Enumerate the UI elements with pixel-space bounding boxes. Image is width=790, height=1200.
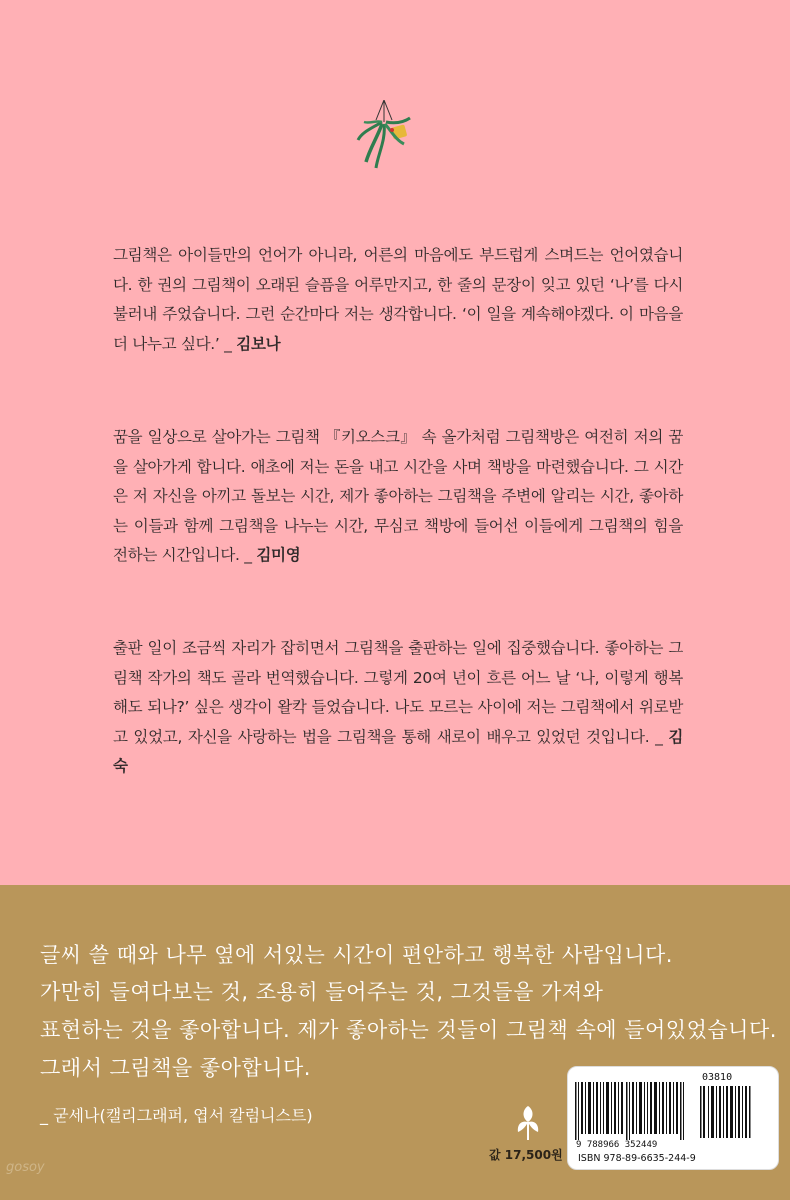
barcode-number: 9 788966 352449	[576, 1140, 658, 1150]
publisher-logo-icon	[514, 1102, 542, 1142]
barcode-addon-number: 03810	[702, 1072, 733, 1083]
signature: 김보나	[236, 334, 281, 353]
calligraphy-line: 글씨 쓸 때와 나무 옆에 서있는 시간이 편안하고 행복한 사람입니다.	[40, 943, 673, 967]
paragraph-kim-bona: 그림책은 아이들만의 언어가 아니라, 어른의 마음에도 부드럽게 스며드는 언어였습니다. 한 권의 그림책이 오래된 슬픔을 어루만지고, 한 줄의 문장이 잊고 있던 ‘나’를 다시 불러내 주었습니다. 그런 순간마다 저는 생각합니다. ‘이 일을 계속해야겠다. 이 마음을 더 나누고 싶다.’ _ 김보나	[113, 246, 683, 353]
signature: 김미영	[256, 546, 301, 564]
hanging-plant-icon	[352, 100, 416, 172]
calligraphy-line: 표현하는 것을 좋아합니다. 제가 좋아하는 것들이 그림책 속에 들어있었습니다.	[40, 1018, 777, 1042]
publisher-mark: gosoy	[6, 1160, 45, 1175]
price-label: 값 17,500원	[489, 1148, 563, 1162]
signature: 김숙	[113, 727, 683, 775]
calligrapher-credit: _ 굳세나(캘리그래퍼, 엽서 칼럼니스트)	[40, 1106, 313, 1125]
isbn-label: ISBN 978-89-6635-244-9	[578, 1153, 696, 1164]
barcode-addon-bars	[700, 1086, 752, 1138]
barcode-bars	[575, 1082, 685, 1140]
calligraphy-line: 그래서 그림책을 좋아합니다.	[40, 1056, 311, 1080]
paragraph-kim-suk: 출판 일이 조금씩 자리가 잡히면서 그림책을 출판하는 일에 집중했습니다. 좋아하는 그림책 작가의 책도 골라 번역했습니다. 그렇게 20여 년이 흐른 어느 날 ‘나, 이렇게 행복해도 되나?’ 싶은 생각이 왈칵 들었습니다. 나도 모르는 사이에 저는 그림책에서 위로받고 있었고, 자신을 사랑하는 법을 그림책을 통해 새로이 배우고 있었던 것입니다. _ 김숙	[113, 639, 683, 775]
paragraph-kim-miyoung: 꿈을 일상으로 살아가는 그림책 『키오스크』 속 올가처럼 그림책방은 여전히 저의 꿈을 살아가게 합니다. 애초에 저는 돈을 내고 시간을 사며 책방을 마련했습니다. 그 시간은 저 자신을 아끼고 돌보는 시간, 제가 좋아하는 그림책을 주변에 알리는 시간, 좋아하는 이들과 함께 그림책을 나누는 시간, 무심코 책방에 들어선 이들에게 그림책의 힘을 전하는 시간입니다. _ 김미영	[113, 428, 683, 564]
calligraphy-line: 가만히 들여다보는 것, 조용히 들어주는 것, 그것들을 가져와	[40, 980, 604, 1004]
